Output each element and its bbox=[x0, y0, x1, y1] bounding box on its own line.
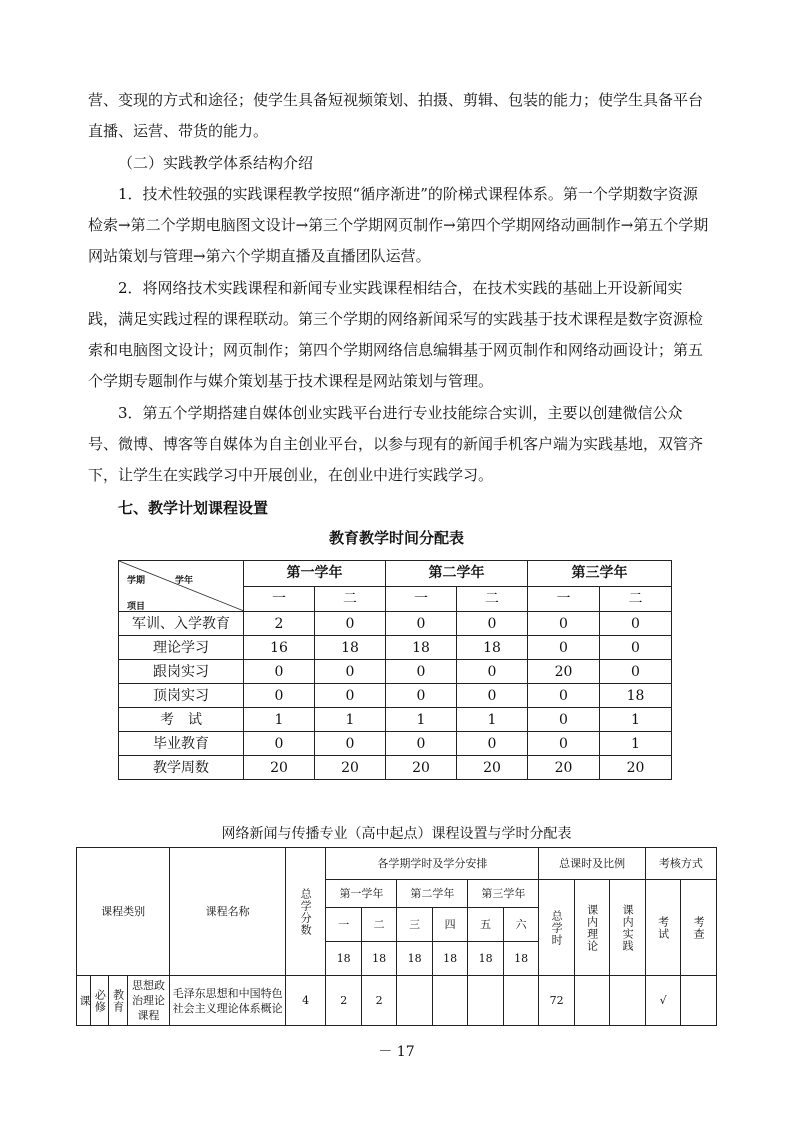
table-cell: 18 bbox=[386, 636, 457, 660]
weeks-cell: 18 bbox=[326, 942, 361, 976]
total-hours-cell: 72 bbox=[539, 976, 574, 1026]
term-hours-cell bbox=[432, 976, 467, 1026]
year-header: 第三学年 bbox=[468, 880, 539, 908]
corner-label-item: 项目 bbox=[127, 602, 146, 612]
year-header: 第三学年 bbox=[528, 561, 672, 587]
table-cell: 0 bbox=[315, 660, 386, 684]
table-row bbox=[119, 612, 672, 636]
table-cell: 20 bbox=[457, 756, 528, 780]
table-cell: 0 bbox=[386, 660, 457, 684]
term-hours-cell: 2 bbox=[361, 976, 396, 1026]
check-cell bbox=[681, 976, 717, 1026]
table-cell: 1 bbox=[244, 708, 315, 732]
table-cell: 0 bbox=[457, 660, 528, 684]
table-cell: 0 bbox=[386, 612, 457, 636]
table-cell: 18 bbox=[315, 636, 386, 660]
row-label: 毕业教育 bbox=[119, 732, 244, 756]
subheading-practice-system: （二）实践教学体系结构介绍 bbox=[118, 154, 314, 172]
weeks-cell: 18 bbox=[503, 942, 538, 976]
table-cell: 2 bbox=[244, 612, 315, 636]
paragraph-item-3: 3．第五个学期搭建自媒体创业实践平台进行专业技能综合实训，主要以创建微信公众号、微博、博客等自媒体为自主创业平台，以参与现有的新闻手机客户端为实践基地，双管齐下，让学生在实践学习中开展创业，在创业中进行实践学习。 bbox=[88, 404, 704, 484]
table-cell: 0 bbox=[244, 684, 315, 708]
term-header: 一 bbox=[326, 908, 361, 942]
table-cell: 0 bbox=[528, 684, 600, 708]
year-header: 第二学年 bbox=[386, 561, 528, 587]
table-cell: 1 bbox=[600, 732, 672, 756]
subcategory-cell: 思想政治理论课程 bbox=[127, 976, 170, 1026]
term-header: 二 bbox=[457, 586, 528, 612]
category-cell bbox=[109, 976, 127, 1026]
theory-cell bbox=[574, 976, 609, 1026]
term-header: 一 bbox=[386, 586, 457, 612]
table-cell: 0 bbox=[315, 612, 386, 636]
section-heading: 七、教学计划课程设置 bbox=[118, 499, 269, 517]
corner-label-semester: 学期 bbox=[127, 576, 146, 586]
term-header: 四 bbox=[432, 908, 467, 942]
row-label: 理论学习 bbox=[119, 636, 244, 660]
table-row bbox=[119, 660, 672, 684]
time-allocation-table bbox=[118, 560, 672, 780]
header-check bbox=[681, 880, 717, 976]
year-header: 第一学年 bbox=[244, 561, 386, 587]
table-cell: 0 bbox=[457, 732, 528, 756]
page-number: － 17 bbox=[378, 1044, 415, 1060]
category-text: 必修 bbox=[93, 988, 107, 1013]
table1-title: 教育教学时间分配表 bbox=[328, 529, 464, 547]
credits-cell: 4 bbox=[285, 976, 326, 1026]
table-row bbox=[119, 684, 672, 708]
header-theory-text: 课内理论 bbox=[585, 903, 599, 952]
header-assessment: 考核方式 bbox=[645, 848, 716, 880]
table-cell: 20 bbox=[315, 756, 386, 780]
row-label: 考 试 bbox=[119, 708, 244, 732]
table-cell: 0 bbox=[600, 636, 672, 660]
header-total-hours-text: 总学时 bbox=[550, 909, 564, 946]
row-label: 教学周数 bbox=[119, 756, 244, 780]
term-header: 二 bbox=[361, 908, 396, 942]
table-row bbox=[119, 732, 672, 756]
year-header: 第一学年 bbox=[326, 880, 397, 908]
header-arrangement: 各学期学时及学分安排 bbox=[326, 848, 539, 880]
table-cell: 0 bbox=[386, 732, 457, 756]
course-name-cell: 毛泽东思想和中国特色社会主义理论体系概论 bbox=[170, 976, 286, 1026]
term-hours-cell: 2 bbox=[326, 976, 361, 1026]
weeks-cell: 18 bbox=[468, 942, 503, 976]
table-cell: 18 bbox=[600, 684, 672, 708]
header-total-hours bbox=[539, 880, 574, 976]
table1-corner-cell bbox=[119, 561, 244, 612]
table-cell: 20 bbox=[386, 756, 457, 780]
table-row bbox=[77, 976, 717, 1026]
header-credits-text: 总学分数 bbox=[299, 887, 313, 936]
term-header: 二 bbox=[315, 586, 386, 612]
category-text: 教育 bbox=[111, 988, 125, 1013]
header-exam-text: 考试 bbox=[656, 915, 670, 940]
paragraph-intro: 营、变现的方式和途径；使学生具备短视频策划、拍摄、剪辑、包装的能力；使学生具备平台直播、运营、带货的能力。 bbox=[88, 91, 704, 140]
table-cell: 20 bbox=[528, 660, 600, 684]
term-hours-cell bbox=[503, 976, 538, 1026]
term-header: 三 bbox=[397, 908, 432, 942]
exam-cell: √ bbox=[645, 976, 680, 1026]
table-cell: 0 bbox=[600, 660, 672, 684]
term-header: 一 bbox=[528, 586, 600, 612]
header-category: 课程类别 bbox=[77, 848, 170, 976]
table-cell: 0 bbox=[244, 660, 315, 684]
table-cell: 0 bbox=[528, 612, 600, 636]
table2-title: 网络新闻与传播专业（高中起点）课程设置与学时分配表 bbox=[221, 826, 572, 842]
weeks-cell: 18 bbox=[432, 942, 467, 976]
weeks-cell: 18 bbox=[361, 942, 396, 976]
paragraph-item-1: 1．技术性较强的实践课程教学按照“循序渐进”的阶梯式课程体系。第一个学期数字资源检索→第二个学期电脑图文设计→第三个学期网页制作→第四个学期网络动画制作→第五个学期网站策划与管理→第六个学期直播及直播团队运营。 bbox=[88, 185, 709, 265]
table-cell: 20 bbox=[528, 756, 600, 780]
table-cell: 1 bbox=[457, 708, 528, 732]
table-cell: 1 bbox=[315, 708, 386, 732]
header-ratio: 总课时及比例 bbox=[539, 848, 645, 880]
year-header: 第二学年 bbox=[397, 880, 468, 908]
header-practice-text: 课内实践 bbox=[621, 903, 635, 952]
row-label: 跟岗实习 bbox=[119, 660, 244, 684]
table-cell: 0 bbox=[457, 612, 528, 636]
term-header: 六 bbox=[503, 908, 538, 942]
paragraph-item-2: 2．将网络技术实践课程和新闻专业实践课程相结合，在技术实践的基础上开设新闻实践，满足实践过程的课程联动。第三个学期的网络新闻采写的实践基于技术课程是数字资源检索和电脑图文设计；网页制作；第四个学期网络信息编辑基于网页制作和网络动画设计；第五个学期专题制作与媒介策划基于技术课程是网站策划与管理。 bbox=[88, 279, 704, 390]
term-header: 二 bbox=[600, 586, 672, 612]
table-cell: 0 bbox=[528, 636, 600, 660]
table-row bbox=[119, 708, 672, 732]
table-cell: 1 bbox=[386, 708, 457, 732]
weeks-cell: 18 bbox=[397, 942, 432, 976]
table-cell: 0 bbox=[457, 684, 528, 708]
course-hours-table bbox=[76, 847, 717, 1026]
practice-cell bbox=[610, 976, 646, 1026]
category-cell bbox=[91, 976, 109, 1026]
corner-label-year: 学年 bbox=[175, 576, 194, 586]
header-exam bbox=[645, 880, 680, 976]
term-header: 一 bbox=[244, 586, 315, 612]
table-cell: 0 bbox=[244, 732, 315, 756]
table-row bbox=[119, 756, 672, 780]
table-cell: 0 bbox=[315, 732, 386, 756]
header-theory bbox=[574, 880, 609, 976]
table-cell: 16 bbox=[244, 636, 315, 660]
header-credits bbox=[285, 848, 326, 976]
row-label: 军训、入学教育 bbox=[119, 612, 244, 636]
header-practice bbox=[610, 880, 646, 976]
term-header: 五 bbox=[468, 908, 503, 942]
table-cell: 0 bbox=[528, 708, 600, 732]
table-cell: 0 bbox=[315, 684, 386, 708]
header-course-name: 课程名称 bbox=[170, 848, 286, 976]
table-cell: 0 bbox=[600, 612, 672, 636]
table-row bbox=[119, 636, 672, 660]
table-cell: 0 bbox=[386, 684, 457, 708]
table-cell: 20 bbox=[244, 756, 315, 780]
table-cell: 1 bbox=[600, 708, 672, 732]
row-label: 顶岗实习 bbox=[119, 684, 244, 708]
table-cell: 20 bbox=[600, 756, 672, 780]
term-hours-cell bbox=[397, 976, 432, 1026]
term-hours-cell bbox=[468, 976, 503, 1026]
category-text: 课 bbox=[78, 994, 91, 1007]
table-cell: 0 bbox=[528, 732, 600, 756]
table-cell: 18 bbox=[457, 636, 528, 660]
category-cell bbox=[77, 976, 91, 1026]
header-check-text: 考查 bbox=[692, 915, 706, 940]
